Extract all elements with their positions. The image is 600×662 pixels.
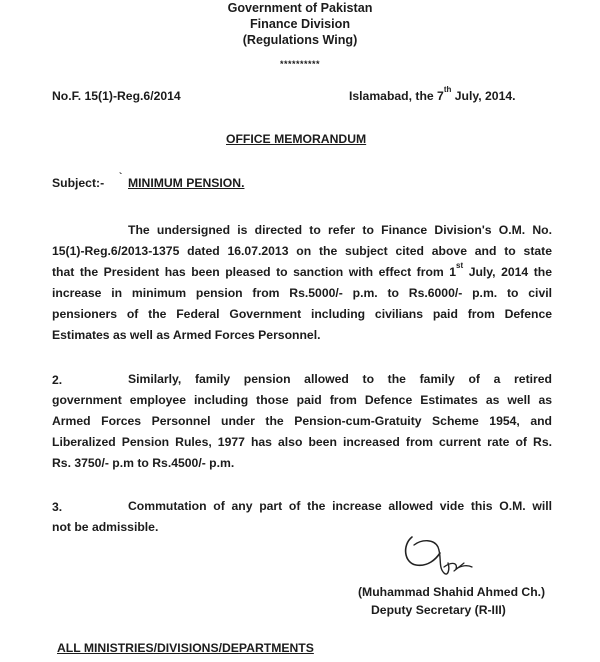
para1-line-6: Estimates as well as Armed Forces Personnel.	[52, 328, 321, 342]
para2-line-4: Liberalized Pension Rules, 1977 has also been increased from current rate of Rs.	[52, 435, 552, 449]
header-division: Finance Division	[249, 17, 351, 31]
reference-number: No.F. 15(1)-Reg.6/2014	[52, 89, 181, 103]
para1-line-4: increase in minimum pension from Rs.5000/- p.m. to Rs.6000/- p.m. to civil	[52, 286, 552, 300]
subject-mark: `	[119, 172, 123, 183]
header-wing: (Regulations Wing)	[242, 33, 358, 47]
subject-label: Subject:-	[52, 176, 105, 190]
para3-number: 3.	[52, 500, 63, 514]
handwritten-signature	[398, 527, 480, 581]
para2-number: 2.	[52, 373, 63, 387]
memo-title: OFFICE MEMORANDUM	[226, 132, 367, 146]
para1-line-3: that the President has been pleased to sanction with effect from 1st July, 2014 the	[52, 260, 552, 279]
para2-line-3: Armed Forces Personnel under the Pension-cum-Gratuity Scheme 1954, and	[52, 414, 552, 428]
para2-line-2: government employee including those paid from Defence Estimates as well as	[52, 393, 552, 407]
subject-text: MINIMUM PENSION.	[128, 176, 245, 190]
signatory-designation: Deputy Secretary (R-III)	[371, 603, 506, 617]
distribution-heading: ALL MINISTRIES/DIVISIONS/DEPARTMENTS	[57, 641, 314, 655]
header-stars-divider: **********	[279, 59, 321, 69]
para2-line-5: Rs. 3750/- p.m to Rs.4500/- p.m.	[52, 456, 235, 470]
para2-line-1: Similarly, family pension allowed to the family of a retired	[128, 372, 552, 386]
para1-line-1: The undersigned is directed to refer to Finance Division's O.M. No.	[128, 223, 552, 237]
para1-line-5: pensioners of the Federal Government including civilians paid from Defence	[52, 307, 552, 321]
signatory-name: (Muhammad Shahid Ahmed Ch.)	[358, 585, 546, 599]
para1-line-2: 15(1)-Reg.6/2013-1375 dated 16.07.2013 on the subject cited above and to state	[52, 244, 552, 258]
para3-line-2: not be admissible.	[52, 520, 159, 534]
para3-line-1: Commutation of any part of the increase allowed vide this O.M. will	[128, 499, 552, 513]
place-date: Islamabad, the 7th July, 2014.	[349, 84, 516, 103]
header-government: Government of Pakistan	[227, 1, 373, 15]
